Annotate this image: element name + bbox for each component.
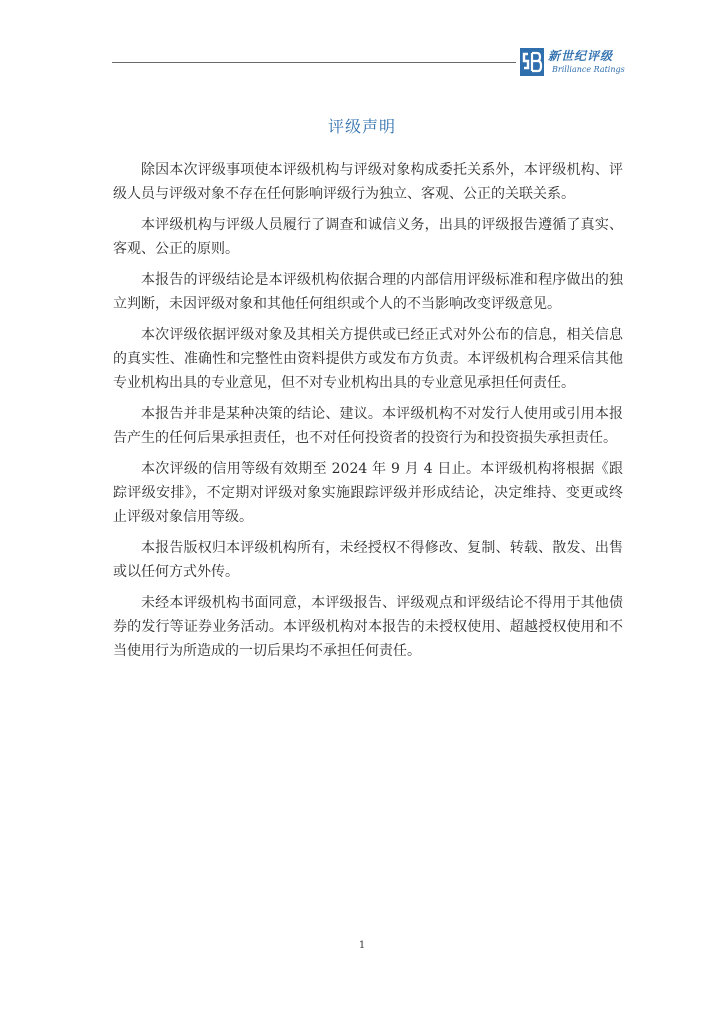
logo-chinese-text: 新世纪评级 [548, 49, 614, 63]
paragraph-copyright: 本报告版权归本评级机构所有，未经授权不得修改、复制、转载、散发、出售或以任何方式外传。 [113, 540, 623, 580]
statement-body [113, 158, 623, 670]
paragraph-information-sources: 本次评级依据评级对象及其相关方提供或已经正式对外公布的信息，相关信息的真实性、准确性和完整性由资料提供方或发布方负责。本评级机构合理采信其他专业机构出具的专业意见，但不对专业机构出具的专业意见承担任何责任。 [113, 327, 623, 391]
paragraph-independence: 除因本次评级事项使本评级机构与评级对象构成委托关系外，本评级机构、评级人员与评级对象不存在任何影响评级行为独立、客观、公正的关联关系。 [113, 162, 623, 202]
header-rule [112, 62, 516, 63]
brand-logo [520, 46, 625, 80]
paragraph-usage-restriction: 未经本评级机构书面同意，本评级报告、评级观点和评级结论不得用于其他债券的发行等证券业务活动。本评级机构对本报告的未授权使用、超越授权使用和不当使用行为所造成的一切后果均不承担任何责任。 [113, 595, 623, 659]
logo-mark-icon [520, 48, 544, 76]
paragraph-validity-period: 本次评级的信用等级有效期至 2024 年 9 月 4 日止。本评级机构将根据《跟踪评级安排》，不定期对评级对象实施跟踪评级并形成结论，决定维持、变更或终止评级对象信用等级。 [113, 461, 623, 525]
page-number: 1 [358, 940, 366, 951]
logo-english-text: Brilliance Ratings [552, 65, 625, 74]
paragraph-due-diligence: 本评级机构与评级人员履行了调查和诚信义务，出具的评级报告遵循了真实、客观、公正的原则。 [113, 217, 623, 257]
page-title: 评级声明 [327, 117, 396, 136]
paragraph-independent-judgment: 本报告的评级结论是本评级机构依据合理的内部信用评级标准和程序做出的独立判断，未因评级对象和其他任何组织或个人的不当影响改变评级意见。 [113, 272, 623, 312]
paragraph-not-advice: 本报告并非是某种决策的结论、建议。本评级机构不对发行人使用或引用本报告产生的任何后果承担责任，也不对任何投资者的投资行为和投资损失承担责任。 [113, 406, 623, 446]
